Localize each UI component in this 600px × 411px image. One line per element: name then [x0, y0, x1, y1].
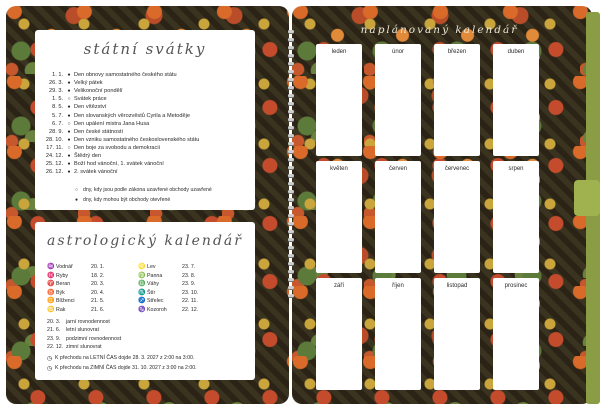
seasons-list [47, 318, 121, 352]
binder-ring [288, 38, 294, 41]
binder-ring [288, 230, 294, 233]
holiday-bullet: ○ [67, 144, 71, 151]
binder-ring [288, 78, 294, 81]
month-box[interactable] [375, 278, 421, 390]
binder-ring [288, 70, 294, 73]
binder-ring [288, 54, 294, 57]
zodiac-symbol-icon: ♈ [47, 281, 55, 288]
zodiac-spacer [110, 289, 136, 298]
season-row [47, 326, 121, 334]
astro-card [35, 222, 255, 380]
zodiac-symbol-icon: ♉ [47, 289, 55, 296]
zodiac-spacer [110, 280, 136, 289]
month-box[interactable] [375, 161, 421, 273]
zodiac-spacer [201, 263, 215, 272]
holiday-row [43, 103, 253, 111]
binder-ring [288, 222, 294, 225]
binder-ring [288, 206, 294, 209]
binder-ring [288, 62, 294, 65]
zodiac-date: 22. 11. [182, 298, 198, 305]
zodiac-symbol-icon: ♐ [138, 298, 146, 305]
holiday-date: 5. 7. [52, 112, 63, 119]
zodiac-spacer [110, 263, 136, 272]
dst-text: K přechodu na ZIMNÍ ČAS dojde 31. 10. 2027 z 3:00 na 2:00. [55, 365, 197, 371]
zodiac-spacer [201, 280, 215, 289]
holiday-name: Štědrý den [74, 152, 102, 159]
zodiac-symbol-icon: ♒ [47, 264, 55, 270]
zodiac-symbol-icon: ♋ [47, 306, 55, 313]
dst-row [47, 363, 197, 373]
month-label: duben [507, 49, 525, 55]
holiday-row [43, 111, 253, 119]
zodiac-symbol-icon: ♎ [138, 281, 146, 288]
month-box[interactable] [493, 161, 539, 273]
zodiac-name: Vodnář [56, 264, 73, 270]
clock-icon: ◷ [47, 355, 53, 362]
holidays-title: státní svátky [83, 40, 207, 58]
month-label: listopad [446, 283, 468, 289]
holiday-date: 28. 10. [45, 136, 63, 143]
clock-icon: ◷ [47, 365, 53, 372]
binder-ring [288, 102, 294, 105]
month-label: leden [331, 49, 347, 55]
zodiac-spacer [201, 297, 215, 306]
binder-ring [288, 134, 294, 137]
season-row [47, 318, 121, 326]
holiday-bullet: ● [67, 80, 71, 87]
zodiac-name: Panna [147, 272, 163, 279]
zodiac-symbol-icon: ♓ [47, 272, 55, 279]
month-label: srpen [508, 166, 524, 172]
holiday-row [43, 128, 253, 136]
month-box[interactable] [316, 44, 362, 156]
holiday-bullet: ○ [67, 96, 71, 103]
holiday-date: 1. 5. [52, 96, 63, 103]
holiday-date: 28. 9. [49, 128, 63, 135]
zodiac-name: Váhy [147, 281, 160, 288]
holiday-name: Den obnovy samostatného českého státu [74, 72, 177, 79]
holiday-name: Den vzniku samostatného československého státu [74, 136, 200, 143]
binder-ring [288, 86, 294, 89]
astro-title: astrologický kalendář [47, 233, 243, 249]
legend-bullet: ● [75, 197, 79, 203]
zodiac-name: Lev [147, 264, 156, 270]
holiday-bullet: ● [67, 136, 71, 143]
zodiac-name: Býk [56, 289, 65, 296]
zodiac-symbol-icon: ♌ [138, 264, 146, 270]
holiday-bullet: ○ [67, 120, 71, 127]
binder-ring [288, 278, 294, 281]
legend-text: dny, kdy jsou podle zákona uzavřené obchody uzavřené [83, 187, 212, 193]
zodiac-date: 23. 8. [182, 272, 196, 279]
holiday-row [43, 71, 253, 79]
zodiac-spacer [201, 272, 215, 281]
season-row [47, 343, 121, 351]
month-box[interactable] [375, 44, 421, 156]
month-label: červen [388, 166, 407, 172]
holiday-name: Den slovanských věrozvěstů Cyrila a Metoděje [74, 112, 190, 119]
binder-ring [288, 166, 294, 169]
zodiac-name: Kozoroh [147, 306, 167, 313]
holiday-date: 6. 7. [52, 120, 63, 127]
holiday-name: Den boje za svobodu a demokracii [74, 144, 160, 151]
holiday-row [43, 87, 253, 95]
binder-ring [288, 142, 294, 145]
binder-ring [288, 262, 294, 265]
season-date: 22. 12. [47, 344, 64, 351]
binder-ring [288, 94, 294, 97]
zodiac-name: Beran [56, 281, 71, 288]
zodiac-date: 20. 1. [91, 264, 105, 270]
zodiac-name: Štír [147, 289, 156, 296]
binder-ring [288, 158, 294, 161]
dst-text: K přechodu na LETNÍ ČAS dojde 28. 3. 2027 z 2:00 na 3:00. [55, 355, 195, 361]
zodiac-spacer [110, 306, 136, 315]
zodiac-date: 20. 3. [91, 281, 105, 288]
binder-ring [288, 150, 294, 153]
season-text: jarní rovnodennost [66, 319, 110, 325]
legend-text: dny, kdy mohou být obchody otevřené [83, 197, 171, 203]
season-text: zimní slunovrat [66, 344, 102, 351]
binder-ring [288, 214, 294, 217]
holiday-date: 29. 3. [49, 88, 63, 95]
holiday-bullet: ● [67, 72, 71, 79]
zodiac-spacer [110, 272, 136, 281]
zodiac-symbol-icon: ♍ [138, 272, 146, 279]
binder-ring [288, 46, 294, 49]
dst-notes [47, 353, 197, 373]
holiday-date: 26. 3. [49, 80, 63, 87]
holiday-row [43, 152, 253, 160]
holiday-name: 2. svátek vánoční [74, 169, 118, 176]
month-label: říjen [392, 283, 404, 289]
binder-ring [288, 294, 294, 297]
month-label: červenec [444, 166, 470, 172]
season-row [47, 335, 121, 343]
zodiac-spacer [201, 289, 215, 298]
binder-ring [288, 270, 294, 273]
holiday-row [43, 120, 253, 128]
season-date: 21. 6. [47, 327, 61, 334]
holiday-name: Den české státnosti [74, 128, 123, 135]
holidays-card [35, 30, 255, 210]
holiday-bullet: ● [67, 152, 71, 159]
holiday-name: Velký pátek [74, 80, 103, 87]
zodiac-date: 23. 9. [182, 281, 196, 288]
holiday-date: 17. 11. [46, 144, 63, 151]
pen-loop [574, 180, 600, 216]
season-text: podzimní rovnodennost [66, 335, 122, 342]
month-box[interactable] [434, 161, 480, 273]
zodiac-spacer [110, 297, 136, 306]
legend-bullet: ○ [75, 187, 79, 193]
holiday-row [43, 95, 253, 103]
planner-title: naplánovaný kalendář [360, 24, 519, 36]
holiday-row [43, 79, 253, 87]
zodiac-date: 23. 10. [182, 289, 199, 296]
holiday-date: 8. 5. [52, 104, 63, 111]
binder-ring [288, 30, 294, 33]
zodiac-spacer [201, 306, 215, 315]
legend-row [75, 195, 212, 205]
zodiac-date: 21. 6. [91, 306, 105, 313]
month-box[interactable] [434, 278, 480, 390]
binder-ring [288, 190, 294, 193]
binder-ring [288, 238, 294, 241]
holiday-name: Svátek práce [74, 96, 107, 103]
holiday-date: 1. 1. [52, 72, 63, 79]
season-date: 20. 3. [47, 319, 61, 325]
zodiac-date: 21. 5. [91, 298, 105, 305]
binder-ring [288, 110, 294, 113]
holiday-row [43, 136, 253, 144]
month-label: únor [391, 49, 404, 55]
month-label: březen [447, 49, 467, 55]
holiday-name: Velikonoční pondělí [74, 88, 123, 95]
holiday-bullet: ● [67, 104, 71, 111]
zodiac-symbol-icon: ♊ [47, 298, 55, 305]
holiday-bullet: ● [67, 161, 71, 168]
holiday-name: Boží hod vánoční, 1. svátek vánoční [74, 161, 164, 168]
month-label: prosinec [504, 283, 528, 289]
month-label: září [333, 283, 344, 289]
holiday-row [43, 144, 253, 152]
holiday-row [43, 168, 253, 176]
binder-ring [288, 246, 294, 249]
dst-row [47, 353, 197, 363]
season-date: 23. 9. [47, 335, 61, 342]
holiday-date: 25. 12. [45, 161, 63, 168]
season-text: letní slunovrat [66, 327, 99, 334]
holiday-bullet: ● [67, 128, 71, 135]
binder-ring [288, 254, 294, 257]
legend-row [75, 185, 212, 195]
zodiac-date: 18. 2. [91, 272, 105, 279]
month-box[interactable] [493, 44, 539, 156]
holiday-bullet: ● [67, 169, 71, 176]
holidays-list [43, 71, 253, 176]
zodiac-symbol-icon: ♑ [138, 306, 146, 313]
binder-ring [288, 286, 294, 289]
holiday-name: Den vítězství [74, 104, 107, 111]
binder-ring [288, 174, 294, 177]
month-box[interactable] [493, 278, 539, 390]
month-box[interactable] [434, 44, 480, 156]
holiday-date: 26. 12. [45, 169, 63, 176]
holiday-date: 24. 12. [45, 152, 63, 159]
month-box[interactable] [316, 161, 362, 273]
binder-ring [288, 198, 294, 201]
holiday-bullet: ● [67, 112, 71, 119]
holiday-name: Den upálení mistra Jana Husa [74, 120, 150, 127]
zodiac-date: 23. 7. [182, 264, 196, 270]
holiday-bullet: ● [67, 88, 71, 95]
month-label: květen [330, 166, 348, 172]
binder-ring [288, 182, 294, 185]
zodiac-name: Ryby [56, 272, 69, 279]
holiday-row [43, 160, 253, 168]
zodiac-symbol-icon: ♏ [138, 289, 146, 296]
binder-ring [288, 118, 294, 121]
zodiac-name: Blíženci [56, 298, 75, 305]
month-box[interactable] [316, 278, 362, 390]
binder-rings [287, 30, 295, 380]
zodiac-date: 20. 4. [91, 289, 105, 296]
holidays-legend [75, 185, 212, 205]
binder-ring [288, 126, 294, 129]
zodiac-date: 22. 12. [182, 306, 199, 313]
zodiac-name: Střelec [147, 298, 164, 305]
month-grid [316, 44, 542, 390]
zodiac-table [47, 263, 215, 315]
zodiac-name: Rak [56, 306, 66, 313]
